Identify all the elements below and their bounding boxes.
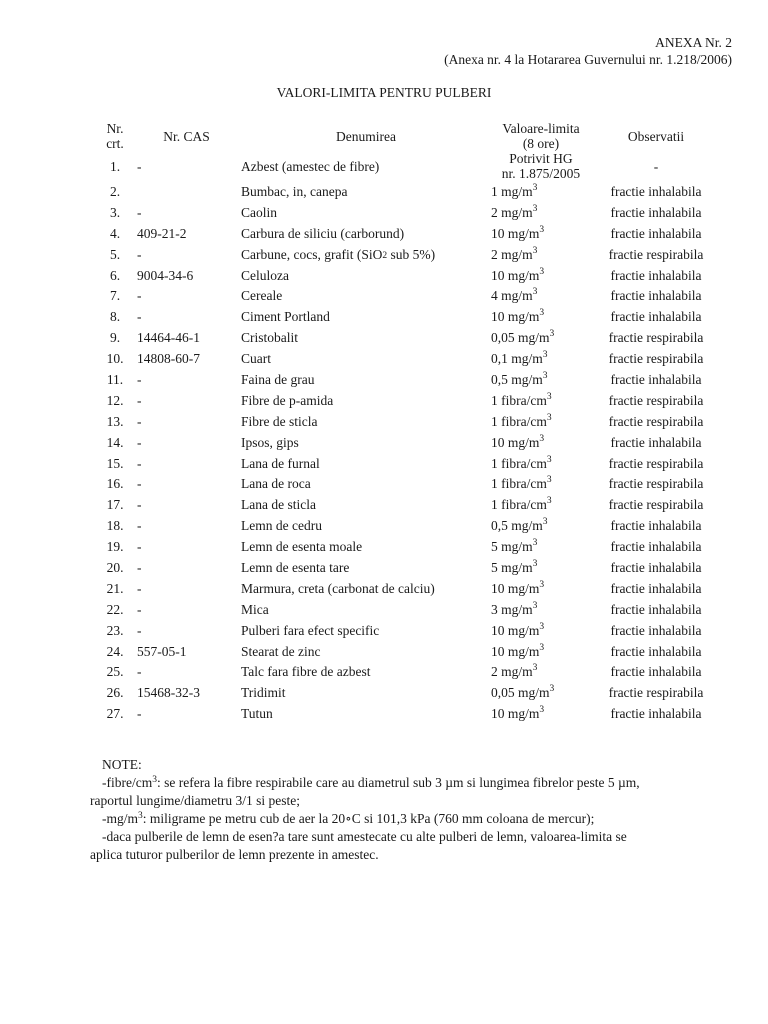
cell-value-text: 4 mg/m [491,288,533,304]
cell-name: Ciment Portland [241,309,330,325]
cell-obs: fractie inhalabila [610,559,702,575]
cell-name: Fibre de p-amida [241,392,334,408]
table-row [98,557,721,578]
table-row [98,599,721,620]
cell-nr: 23. [106,622,124,638]
cell-value-sup: 3 [546,496,552,507]
cell-name: Caolin [241,204,277,220]
table-row [98,661,721,682]
cell-value [491,369,591,390]
header-value [491,121,591,151]
cell-nr: 20. [106,559,124,575]
header-value-line1: Valoare-limita [502,121,580,136]
cell-nr: 18. [106,518,124,534]
cell-cas: - [137,392,142,408]
cell-cas: 14808-60-7 [137,351,200,367]
cell-nr: 12. [106,392,124,408]
cell-obs: fractie inhalabila [610,643,702,659]
cell-cas: 409-21-2 [137,225,187,241]
cell-nr: 24. [106,643,124,659]
cell-value-sup: 3 [539,621,545,632]
note-wood-cont: aplica tuturor pulberilor de lemn prezente in amestec. [90,847,379,862]
cell-nr: 4. [109,225,121,241]
cell-cas: - [137,580,142,596]
cell-value-sup: 3 [532,287,538,298]
table-row [98,223,721,244]
cell-value-sup: 3 [546,454,552,465]
cell-value-text: 0,5 mg/m [491,518,543,534]
cell-nr: 10. [106,351,124,367]
cell-value-sup: 3 [539,266,545,277]
cell-cas: - [137,204,142,220]
cell-value-sup: 3 [546,475,552,486]
cell-cas: 14464-46-1 [137,330,200,346]
cell-value [491,223,591,244]
table-row [98,494,721,515]
cell-name: Stearat de zinc [241,643,321,659]
cell-value [491,578,591,599]
table-row [98,515,721,536]
cell-value [491,703,591,724]
cell-cas: - [137,559,142,575]
cell-obs: fractie respirabila [608,246,704,262]
cell-value [491,432,591,453]
note-mg [90,810,730,828]
header-obs: Observatii [627,128,685,144]
cell-nr: 16. [106,476,124,492]
cell-value-text: 10 mg/m [491,309,540,325]
cell-obs: fractie inhalabila [610,309,702,325]
cell-name-sub: 2 [382,250,388,261]
cell-value [491,327,591,348]
cell-name-part: Carbune, cocs, grafit (SiO [241,246,383,262]
cell-value [491,411,591,432]
header-nr-line2: crt. [106,136,124,151]
cell-value-sup: 3 [532,245,538,256]
cell-obs: - [653,158,659,174]
cell-nr: 5. [109,246,121,262]
cell-name: Cereale [241,288,283,304]
header-value-line2: (8 ore) [522,136,560,151]
cell-name: Cristobalit [241,330,298,346]
note-wood: -daca pulberile de lemn de esen?a tare sunt amestecate cu alte pulberi de lemn, valoarea-limita se [102,829,627,844]
cell-nr: 2. [109,183,121,199]
cell-value [491,306,591,327]
cell-value [491,265,591,286]
table-row [98,265,721,286]
cell-cas: - [137,476,142,492]
cell-obs: fractie respirabila [608,685,704,701]
cell-value-line1: Potrivit HG [509,151,573,166]
cell-name: Lemn de esenta tare [241,559,350,575]
cell-value [491,661,591,682]
cell-value-text: 10 mg/m [491,434,540,450]
cell-nr: 17. [106,497,124,513]
cell-value-text: 2 mg/m [491,246,533,262]
cell-nr: 25. [106,664,124,680]
cell-obs: fractie respirabila [608,476,704,492]
cell-value-text: 1 fibra/cm [491,497,547,513]
cell-nr: 26. [106,685,124,701]
cell-obs: fractie inhalabila [610,706,702,722]
cell-obs: fractie respirabila [608,330,704,346]
table-row [98,306,721,327]
cell-obs: fractie inhalabila [610,183,702,199]
cell-nr: 19. [106,539,124,555]
cell-value-sup: 3 [542,517,548,528]
cell-cas: - [137,622,142,638]
cell-name: Pulberi fara efect specific [241,622,380,638]
cell-value-text: 0,1 mg/m [491,351,543,367]
notes-heading: NOTE: [102,757,142,772]
cell-cas: - [137,309,142,325]
table-row [98,181,721,202]
cell-obs: fractie respirabila [608,351,704,367]
table-row [98,453,721,474]
cell-nr: 9. [109,330,121,346]
cell-value-text: 1 fibra/cm [491,392,547,408]
cell-value-sup: 3 [532,538,538,549]
table-row [98,151,721,181]
cell-value-sup: 3 [549,329,555,340]
cell-value [491,620,591,641]
cell-value [491,494,591,515]
cell-value-sup: 3 [539,642,545,653]
cell-value-text: 2 mg/m [491,664,533,680]
cell-value-text: 10 mg/m [491,622,540,638]
cell-value-sup: 3 [539,224,545,235]
note-fibre-unit: -fibre/cm [102,775,153,790]
note-fibre-sup: 3 [152,775,157,785]
cell-name: Azbest (amestec de fibre) [241,158,380,174]
cell-nr: 22. [106,601,124,617]
cell-name: Lemn de esenta moale [241,539,363,555]
cell-name: Faina de grau [241,371,315,387]
cell-obs: fractie respirabila [608,392,704,408]
cell-name: Ipsos, gips [241,434,299,450]
cell-value [491,515,591,536]
cell-nr: 15. [106,455,124,471]
table-row [98,327,721,348]
header-name: Denumirea [336,128,396,144]
note-fibre-text: : se refera la fibre respirabile care au diametrul sub 3 µm si lungimea fibrelor peste 5 µm, [156,775,640,790]
table-row [98,536,721,557]
cell-obs: fractie inhalabila [610,225,702,241]
cell-value-text: 0,05 mg/m [491,685,550,701]
cell-value [491,453,591,474]
table-row [98,682,721,703]
table-row [98,285,721,306]
cell-value-text: 1 fibra/cm [491,476,547,492]
cell-nr: 13. [106,413,124,429]
cell-name: Mica [241,601,269,617]
cell-name: Lemn de cedru [241,518,322,534]
cell-value-text: 10 mg/m [491,706,540,722]
cell-nr: 6. [109,267,121,283]
annex-reference: (Anexa nr. 4 la Hotararea Guvernului nr. 1.218/2006) [444,52,732,67]
cell-value-sup: 3 [546,412,552,423]
cell-cas: - [137,518,142,534]
cell-obs: fractie inhalabila [610,288,702,304]
cell-value-sup: 3 [532,663,538,674]
cell-cas: - [137,158,142,174]
cell-name: Tridimit [241,685,286,701]
annex-number: ANEXA Nr. 2 [655,35,732,50]
cell-obs: fractie inhalabila [610,539,702,555]
cell-value-sup: 3 [539,579,545,590]
cell-name: Talc fara fibre de azbest [241,664,371,680]
note-mg-text: : miligrame pe metru cub de aer la 20∘C si 101,3 kPa (760 mm coloana de mercur); [142,811,595,826]
cell-obs: fractie inhalabila [610,518,702,534]
cell-value-sup: 3 [532,558,538,569]
cell-value-sup: 3 [539,433,545,444]
table-row [98,348,721,369]
cell-cas: - [137,706,142,722]
cell-cas: 15468-32-3 [137,685,200,701]
cell-nr: 8. [109,309,121,325]
cell-value-text: 3 mg/m [491,601,533,617]
note-fibre [90,774,730,792]
cell-value-text: 10 mg/m [491,267,540,283]
cell-value-line2: nr. 1.875/2005 [501,166,581,181]
cell-obs: fractie inhalabila [610,664,702,680]
cell-cas: - [137,288,142,304]
cell-nr: 27. [106,706,124,722]
note-mg-unit: -mg/m [102,811,138,826]
table-row [98,473,721,494]
table-row [98,411,721,432]
table-row [98,620,721,641]
header-nr-line1: Nr. [106,121,124,136]
table-row [98,641,721,662]
cell-nr: 1. [109,158,121,174]
cell-value [491,641,591,662]
cell-value [491,390,591,411]
cell-value-sup: 3 [546,391,552,402]
cell-value-sup: 3 [549,684,555,695]
cell-value [491,151,591,181]
cell-obs: fractie respirabila [608,497,704,513]
cell-cas: - [137,539,142,555]
cell-nr: 3. [109,204,121,220]
cell-value-text: 2 mg/m [491,204,533,220]
cell-value-sup: 3 [532,600,538,611]
cell-name: Bumbac, in, canepa [241,183,348,199]
cell-value-text: 5 mg/m [491,539,533,555]
cell-name: Lana de roca [241,476,311,492]
cell-cas: 557-05-1 [137,643,187,659]
cell-value-sup: 3 [542,350,548,361]
header-nr [98,121,132,151]
cell-cas: - [137,371,142,387]
cell-value [491,599,591,620]
cell-nr: 14. [106,434,124,450]
cell-value-text: 5 mg/m [491,559,533,575]
cell-obs: fractie inhalabila [610,622,702,638]
table-row [98,244,721,265]
cell-cas: - [137,455,142,471]
cell-value-sup: 3 [532,182,538,193]
cell-name: Celuloza [241,267,289,283]
cell-cas: - [137,497,142,513]
cell-cas: - [137,664,142,680]
cell-value-text: 0,5 mg/m [491,371,543,387]
cell-cas: 9004-34-6 [137,267,194,283]
note-mg-sup: 3 [138,811,143,821]
cell-value-sup: 3 [539,705,545,716]
cell-value [491,682,591,703]
table-row [98,390,721,411]
cell-value-text: 10 mg/m [491,225,540,241]
table-row [98,703,721,724]
limit-values-table [98,121,721,724]
cell-cas: - [137,434,142,450]
cell-obs: fractie respirabila [608,455,704,471]
cell-obs: fractie respirabila [608,413,704,429]
cell-nr: 11. [106,371,124,387]
cell-name: Lana de furnal [241,455,320,471]
cell-name: Cuart [241,351,271,367]
cell-obs: fractie inhalabila [610,371,702,387]
page-title: VALORI-LIMITA PENTRU PULBERI [276,85,492,100]
cell-value [491,244,591,265]
cell-value [491,536,591,557]
cell-value-text: 10 mg/m [491,643,540,659]
cell-obs: fractie inhalabila [610,580,702,596]
cell-value-text: 1 mg/m [491,183,533,199]
cell-nr: 21. [106,580,124,596]
cell-value-sup: 3 [542,370,548,381]
cell-value [491,348,591,369]
cell-value [491,202,591,223]
cell-value [491,181,591,202]
cell-value-sup: 3 [532,203,538,214]
cell-nr: 7. [109,288,121,304]
cell-cas [132,181,241,202]
note-fibre-cont: raportul lungime/diametru 3/1 si peste; [90,793,300,808]
cell-cas: - [137,413,142,429]
table-row [98,202,721,223]
cell-value-text: 0,05 mg/m [491,330,550,346]
cell-value-sup: 3 [539,308,545,319]
cell-obs: fractie inhalabila [610,434,702,450]
header-cas: Nr. CAS [163,128,210,144]
table-row [98,432,721,453]
cell-name-part: sub 5%) [387,246,436,262]
cell-obs: fractie inhalabila [610,601,702,617]
cell-name: Fibre de sticla [241,413,318,429]
cell-value-text: 1 fibra/cm [491,455,547,471]
cell-value-text: 10 mg/m [491,580,540,596]
table-row [98,578,721,599]
cell-value [491,557,591,578]
cell-obs: fractie inhalabila [610,204,702,220]
cell-value [491,285,591,306]
cell-value [491,473,591,494]
cell-name: Tutun [241,706,273,722]
cell-name: Marmura, creta (carbonat de calciu) [241,580,435,596]
cell-cas: - [137,601,142,617]
table-header-row [98,121,721,151]
notes-section [90,756,730,864]
cell-name [241,244,491,265]
table-row [98,369,721,390]
cell-obs: fractie inhalabila [610,267,702,283]
cell-name: Lana de sticla [241,497,316,513]
cell-value-text: 1 fibra/cm [491,413,547,429]
cell-name: Carbura de siliciu (carborund) [241,225,405,241]
cell-cas: - [137,246,142,262]
